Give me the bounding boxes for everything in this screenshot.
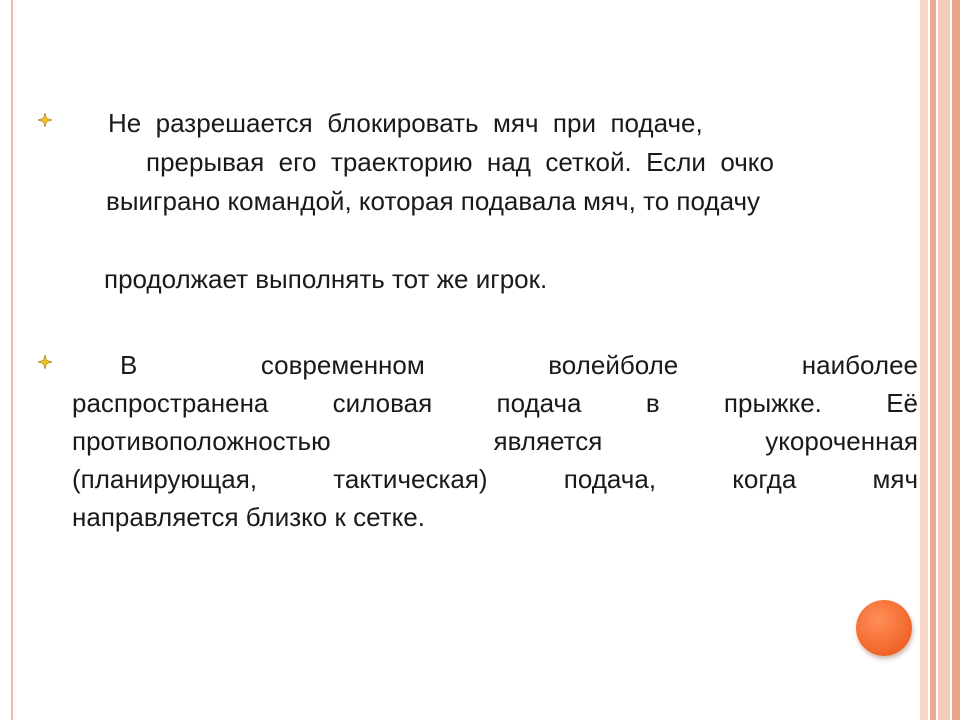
paragraph-line: Не разрешается блокировать мяч при подаче, (108, 108, 703, 138)
right-decorative-stripes (920, 0, 960, 720)
paragraph-line: выиграно командой, которая подавала мяч, то подачу (106, 186, 760, 216)
paragraph-line: В современном волейболе наиболее (120, 350, 918, 380)
paragraph-line: прерывая его траекторию над сеткой. Если очко (146, 147, 774, 177)
star-bullet-icon (38, 355, 52, 369)
star-bullet-icon (38, 113, 52, 127)
paragraph-line: продолжает выполнять тот же игрок. (104, 264, 548, 294)
orange-circle-decoration (856, 600, 912, 656)
stripe (930, 0, 936, 720)
paragraph-line: (планирующая, тактическая) подача, когда мяч (72, 464, 918, 494)
stripe (952, 0, 960, 720)
left-border-line (11, 0, 13, 720)
stripe (938, 0, 950, 720)
paragraph-line: распространена силовая подача в прыжке. Её (72, 388, 918, 418)
paragraph-line: противоположностью является укороченная (72, 426, 918, 456)
stripe (920, 0, 928, 720)
paragraph-line: направляется близко к сетке. (72, 502, 425, 532)
